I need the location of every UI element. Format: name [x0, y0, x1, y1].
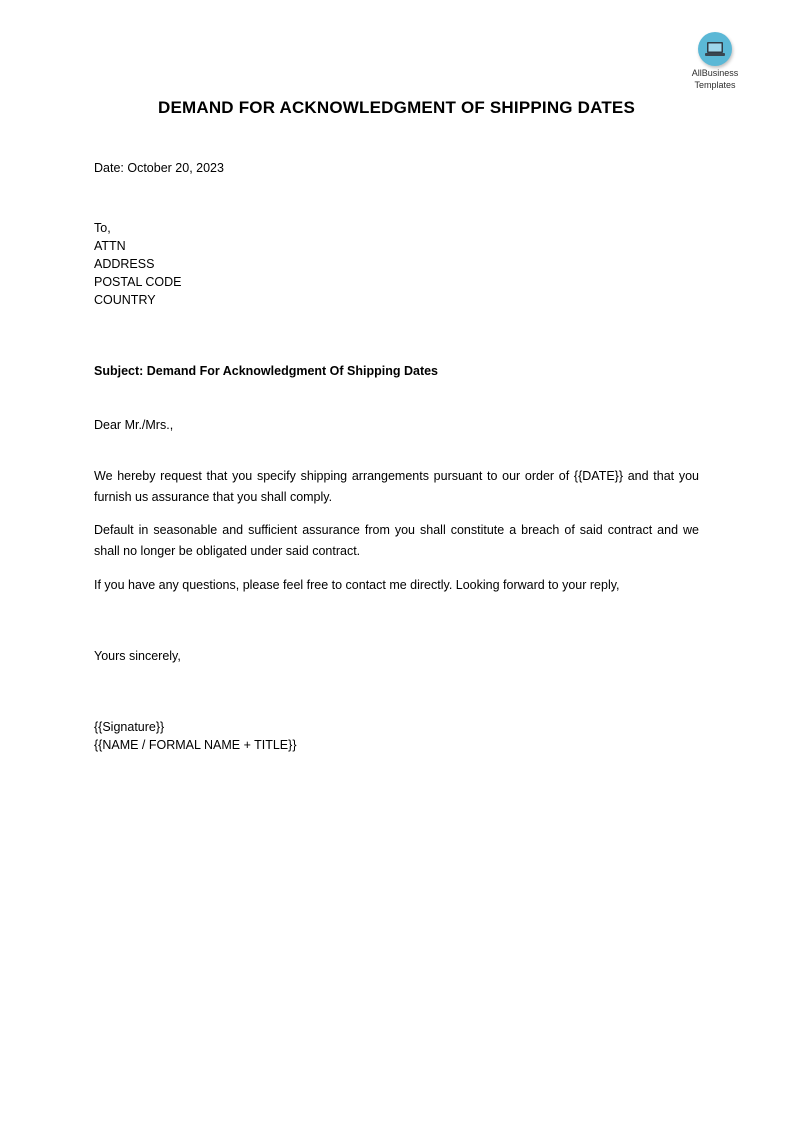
recipient-address: ADDRESS	[94, 257, 155, 271]
body-paragraph-3: If you have any questions, please feel free to contact me directly. Looking forward to your reply,	[94, 578, 620, 592]
subject-line: Subject: Demand For Acknowledgment Of Shipping Dates	[94, 364, 439, 378]
recipient-postal-code: POSTAL CODE	[94, 275, 182, 289]
document-title: DEMAND FOR ACKNOWLEDGMENT OF SHIPPING DATES	[157, 98, 636, 117]
logo-text-line1: AllBusiness	[691, 68, 739, 78]
logo-text-line2: Templates	[694, 80, 736, 90]
recipient-country: COUNTRY	[94, 293, 156, 307]
body-paragraph-2: Default in seasonable and sufficient assurance from you shall constitute a breach of said contract and we shall no longer be obligated under said contract.	[94, 523, 699, 558]
recipient-attn: ATTN	[94, 239, 126, 253]
laptop-icon	[698, 32, 732, 66]
recipient-to: To,	[94, 221, 111, 235]
date-line: Date: October 20, 2023	[94, 161, 224, 175]
name-title-placeholder: {{NAME / FORMAL NAME + TITLE}}	[94, 738, 297, 752]
closing: Yours sincerely,	[94, 649, 181, 663]
allbusiness-logo	[684, 32, 746, 90]
salutation: Dear Mr./Mrs.,	[94, 418, 174, 432]
signature-placeholder: {{Signature}}	[94, 720, 165, 734]
body-paragraph-1: We hereby request that you specify shipping arrangements pursuant to our order of {{DATE}} and that you furnish us assurance that you shall comply.	[94, 469, 699, 504]
